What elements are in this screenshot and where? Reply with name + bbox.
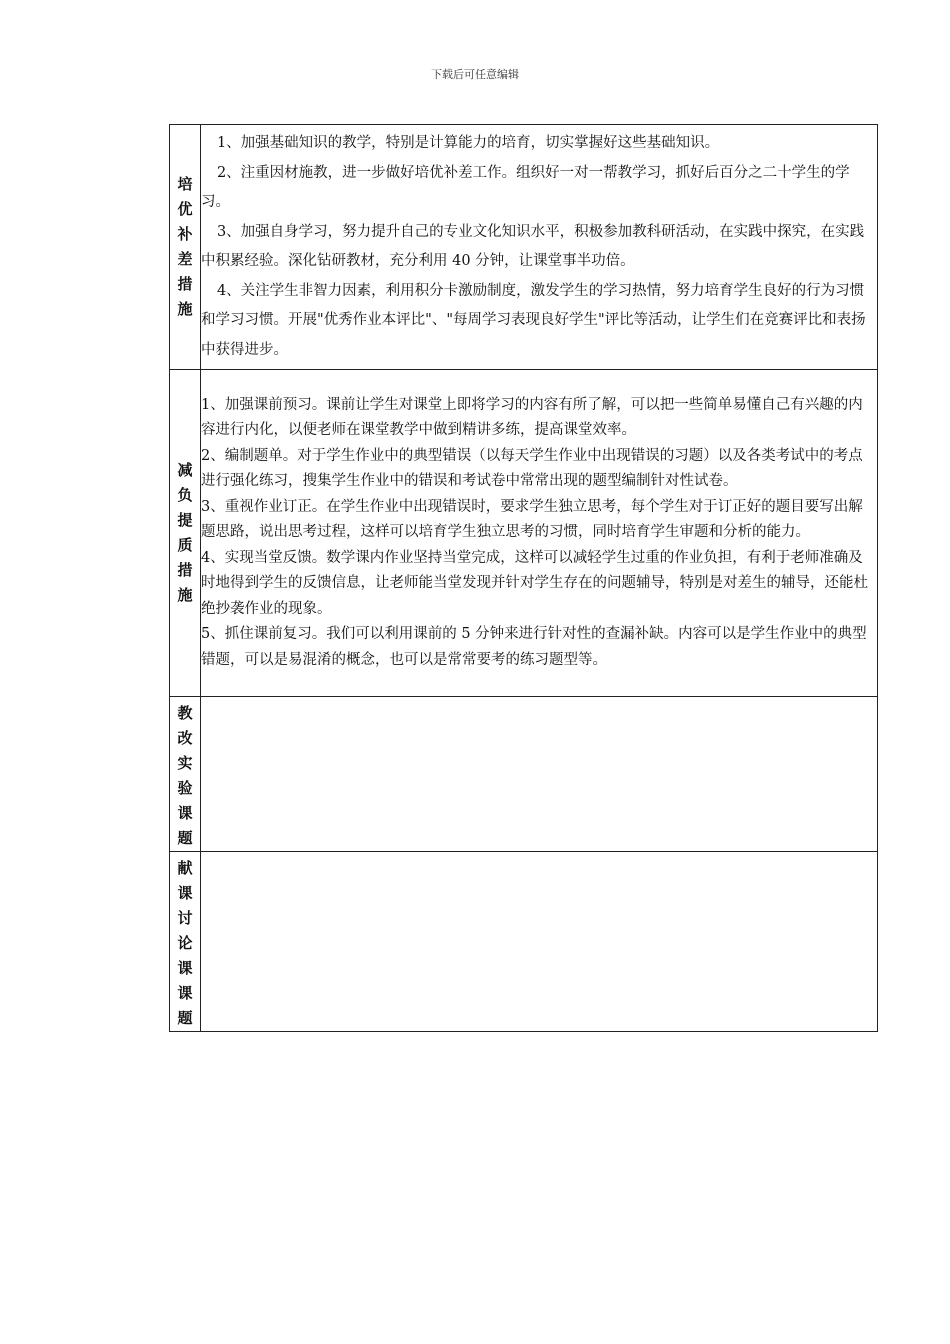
table-row-reform-topic bbox=[170, 697, 878, 852]
measure-paragraph: 1、加强课前预习。课前让学生对课堂上即将学习的内容有所了解，可以把一些简单易懂自己有兴趣的内容进行内化，以便老师在课堂教学中做到精讲多练，提高课堂效率。 bbox=[201, 396, 863, 439]
row-content-lesson-topic[interactable] bbox=[201, 852, 878, 1032]
page-header-note: 下载后可任意编辑 bbox=[431, 68, 519, 81]
table-row-lesson-topic bbox=[170, 852, 878, 1032]
measure-paragraph: 4、关注学生非智力因素，利用积分卡激励制度，激发学生的学习热情，努力培育学生良好的行为习惯和学习习惯。开展"优秀作业本评比"、"每周学习表现良好学生"评比等活动，让学生们在竞赛评比和表扬中获得进步。 bbox=[201, 282, 866, 358]
table-row-burden-reduction bbox=[170, 370, 878, 697]
measure-paragraph: 4、实现当堂反馈。数学课内作业坚持当堂完成，这样可以减轻学生过重的作业负担，有利于老师准确及时地得到学生的反馈信息，让老师能当堂发现并针对学生存在的问题辅导，特别是对差生的辅导，还能杜绝抄袭作业的现象。 bbox=[201, 549, 868, 617]
row-content-burden-reduction bbox=[201, 370, 878, 697]
row-label-lesson-topic: 献 课 讨 论 课 课 题 bbox=[170, 852, 201, 1032]
measure-paragraph: 2、编制题单。对于学生作业中的典型错误（以每天学生作业中出现错误的习题）以及各类考试中的考点进行强化练习，搜集学生作业中的错误和考试卷中常常出现的题型编制针对性试卷。 bbox=[201, 447, 863, 490]
measure-paragraph: 1、加强基础知识的教学，特别是计算能力的培育，切实掌握好这些基础知识。 bbox=[216, 135, 720, 151]
row-label-enrichment-remediation: 培 优 补 差 措 施 bbox=[170, 125, 201, 370]
measure-paragraph: 2、注重因材施教，进一步做好培优补差工作。组织好一对一帮教学习，抓好后百分之二十学生的学习。 bbox=[201, 164, 850, 210]
measure-paragraph: 5、抓住课前复习。我们可以利用课前的 5 分钟来进行针对性的查漏补缺。内容可以是学生作业中的典型错题，可以是易混淆的概念，也可以是常常要考的练习题型等。 bbox=[201, 626, 867, 668]
measure-paragraph: 3、重视作业订正。在学生作业中出现错误时，要求学生独立思考，每个学生对于订正好的题目要写出解题思路，说出思考过程，这样可以培育学生独立思考的习惯，同时培育学生审题和分析的能力。 bbox=[201, 498, 863, 541]
row-label-burden-reduction: 减 负 提 质 措 施 bbox=[170, 370, 201, 697]
row-content-reform-topic[interactable] bbox=[201, 697, 878, 852]
table-row-enrichment-remediation bbox=[170, 125, 878, 370]
measure-paragraph: 3、加强自身学习，努力提升自己的专业文化知识水平，积极参加教科研活动，在实践中探究，在实践中积累经验。深化钻研教材，充分利用 40 分钟，让课堂事半功倍。 bbox=[201, 223, 865, 269]
row-content-enrichment-remediation bbox=[201, 125, 878, 370]
teaching-plan-table bbox=[169, 124, 878, 1032]
row-label-reform-topic: 教 改 实 验 课 题 bbox=[170, 697, 201, 852]
